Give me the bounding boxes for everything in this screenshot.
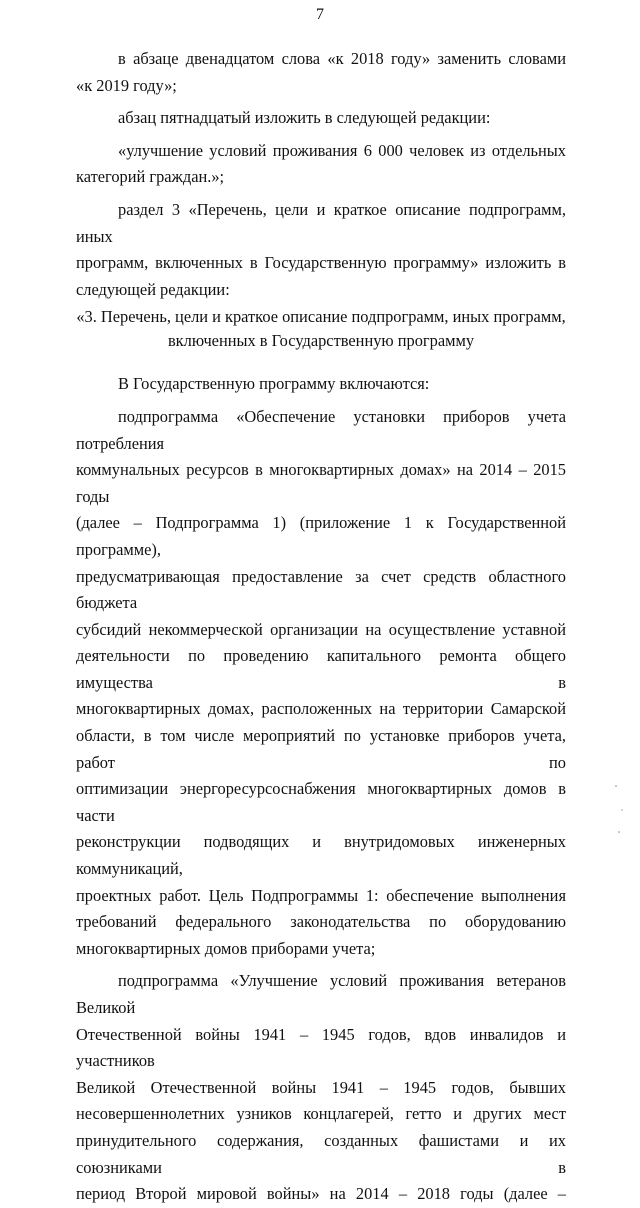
text-line: раздел 3 «Перечень, цели и краткое описание подпрограмм, иных	[76, 199, 566, 246]
section-heading	[76, 305, 566, 353]
text-line: несовершеннолетних узников концлагерей, гетто и других мест	[76, 1104, 566, 1124]
text-line: Великой Отечественной войны 1941 – 1945 годов, бывших	[76, 1077, 566, 1097]
text-line: оптимизации энергоресурсоснабжения многоквартирных домов в части	[76, 779, 566, 825]
document-body	[76, 46, 566, 1208]
text-line: деятельности по проведению капитального ремонта общего имущества в	[76, 646, 566, 692]
section-heading-line-2: включенных в Государственную программу	[167, 331, 475, 351]
text-line: подпрограмма «Обеспечение установки приборов учета потребления	[76, 406, 566, 453]
text-line: многоквартирных домах, расположенных на территории Самарской	[76, 699, 566, 719]
text-line: в абзаце двенадцатом слова «к 2018 году» заменить словами	[118, 49, 566, 68]
paragraph-subprogram-2	[76, 968, 566, 1207]
text-line: «к 2019 году»;	[76, 75, 177, 95]
section-heading-line-1: «3. Перечень, цели и краткое описание подпрограмм, иных программ,	[76, 307, 566, 327]
scan-specks	[610, 780, 630, 840]
text-line: подпрограмма «Улучшение условий проживания ветеранов Великой	[76, 971, 566, 1017]
page-number: 7	[316, 6, 324, 23]
text-line: субсидий некоммерческой организации на осуществление уставной	[76, 619, 566, 639]
paragraph-subprogram-1	[76, 404, 566, 962]
paragraph-amendment-1	[76, 46, 566, 99]
text-line: многоквартирных домов приборами учета;	[76, 938, 376, 958]
paragraph-amendment-2	[76, 105, 566, 132]
text-line: абзац пятнадцатый изложить в следующей редакции:	[118, 108, 491, 128]
text-line: категорий граждан.»;	[76, 167, 225, 187]
text-line: реконструкции подводящих и внутридомовых инженерных коммуникаций,	[76, 832, 566, 879]
text-line: Отечественной войны 1941 – 1945 годов, вдов инвалидов и участников	[76, 1024, 566, 1071]
text-line: программ, включенных в Государственную программу» изложить в	[76, 253, 566, 273]
text-line: «улучшение условий проживания 6 000 человек из отдельных	[118, 140, 566, 160]
text-line: области, в том числе мероприятий по установке приборов учета, работ по	[76, 726, 566, 772]
text-line: (далее – Подпрограмма 1) (приложение 1 к Государственной программе),	[76, 513, 566, 559]
text-line: проектных работ. Цель Подпрограммы 1: обеспечение выполнения	[76, 885, 566, 905]
text-line: следующей редакции:	[76, 279, 230, 299]
text-line: требований федерального законодательства по оборудованию	[76, 912, 566, 932]
paragraph-amendment-3	[76, 138, 566, 191]
paragraph-intro	[76, 371, 566, 398]
text-line: принудительного содержания, созданных фашистами и их союзниками в	[76, 1130, 566, 1177]
text-line: коммунальных ресурсов в многоквартирных домах» на 2014 – 2015 годы	[76, 460, 566, 506]
text-line: период Второй мировой войны» на 2014 – 2018 годы (далее –	[76, 1184, 566, 1204]
paragraph-amendment-4	[76, 197, 566, 303]
text-line: предусматривающая предоставление за счет средств областного бюджета	[76, 566, 566, 613]
text-line: В Государственную программу включаются:	[118, 374, 430, 394]
